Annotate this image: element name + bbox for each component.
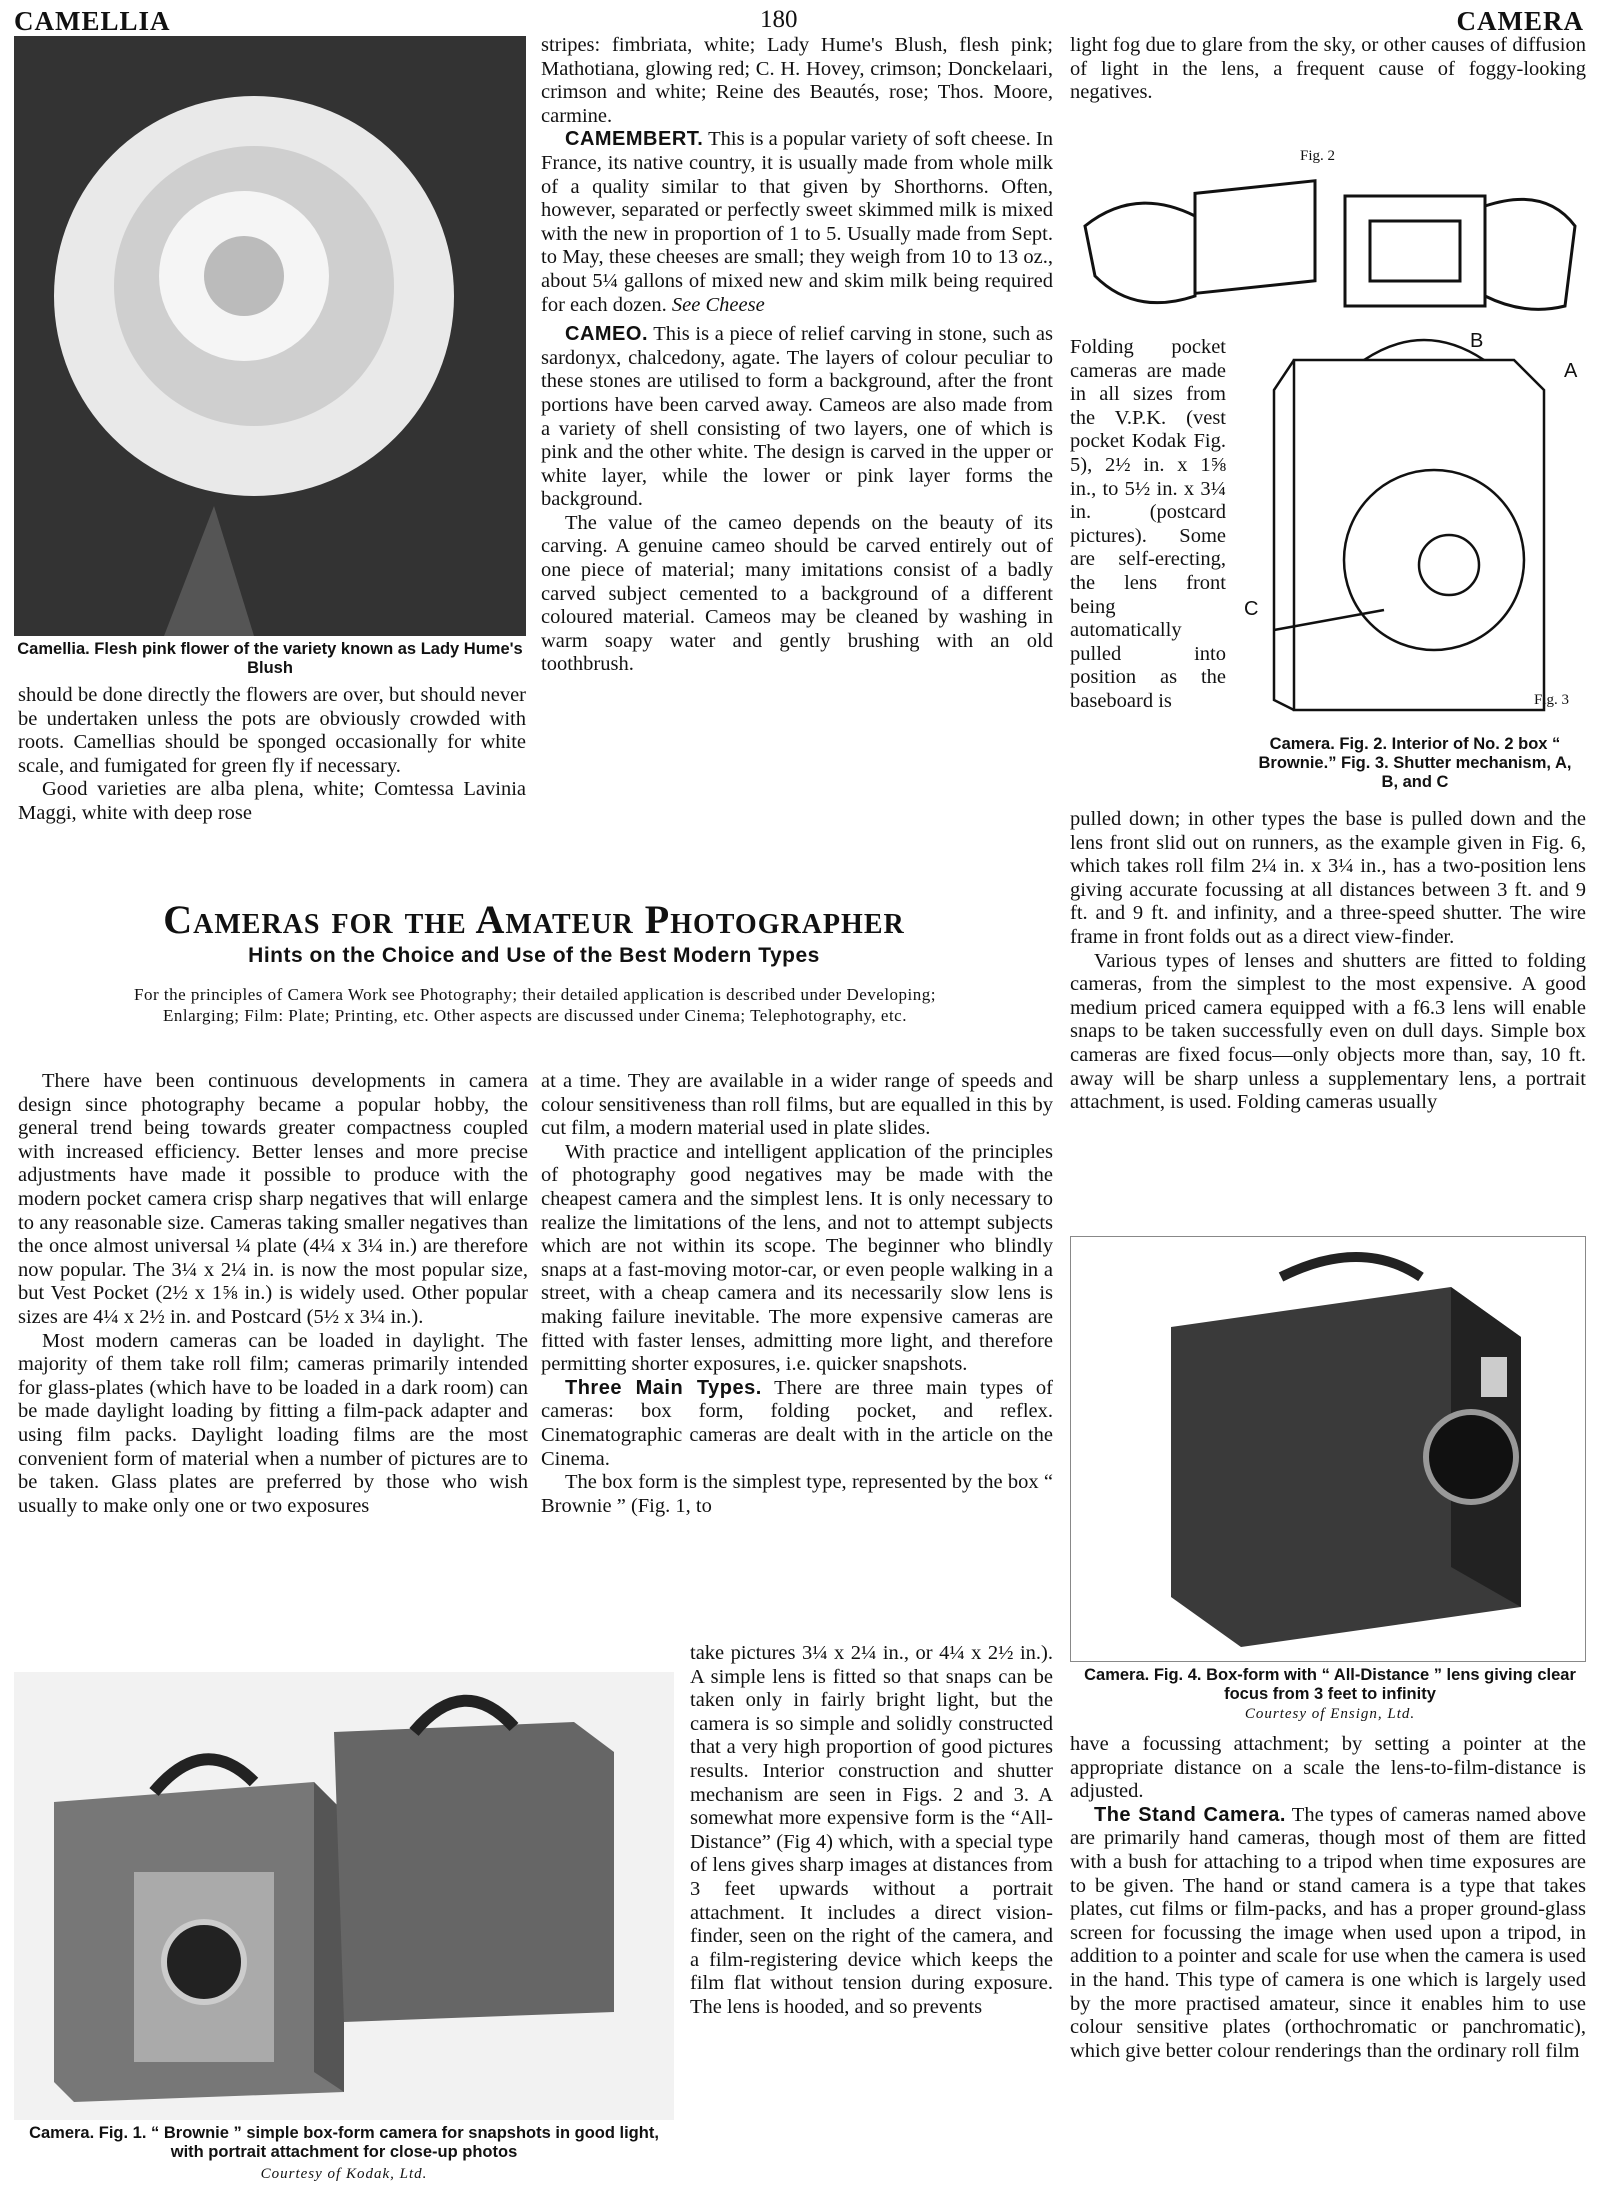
article-intro: For the principles of Camera Work see Photography; their detailed application is described under Developing; Enlarging; Film: Plate; Printing, etc. Other aspects are discussed under Cinema; Telephotography, etc. bbox=[134, 985, 936, 1025]
right-bottom-text bbox=[1070, 1733, 1586, 2203]
paragraph: The value of the cameo depends on the beauty of its carving. A genuine cameo should be carved entirely out of one piece of material; many imitations consist of a badly carved subject cemented to a background of a different coloured material. Cameos may be cleaned by washing in warm soapy water and gently brushing with an old toothbrush. bbox=[541, 511, 1053, 676]
three-main-types-heading: Three Main Types. bbox=[565, 1376, 762, 1399]
paragraph: The box form is the simplest type, represented by the box “ Brownie ” (Fig. 1, to bbox=[541, 1471, 1053, 1517]
cameo-body: This is a piece of relief carving in stone, such as sardonyx, chalcedony, agate. The layers of colour peculiar to these stones are utilised to form a background, after the front portions have been carved away. Cameos are also made from a variety of shell consisting of two layers, one of which is pink and the other white. The design is carved in the upper or white layer, while the lower or pink layer forms the background. bbox=[541, 323, 1053, 511]
fig3-letter-b: B bbox=[1470, 330, 1484, 352]
paragraph: pulled down; in other types the base is pulled down and the lens front slid out on runners, as the example given in Fig. 6, which takes roll film 2¼ in. x 3¼ in., has a two-position lens giving accurate focussing at all distances between 3 ft. and 9 ft. and 9 ft. and infinity, and a three-speed shutter. The wire frame in front folds out as a direct view-finder. bbox=[1070, 808, 1586, 948]
paragraph: Various types of lenses and shutters are fitted to folding cameras, from the simplest to the most expensive. A good medium priced camera equipped with a f6.3 lens will enable snaps to be taken successfully even on dull days. Simple box cameras are fixed focus—only objects more than, say, 10 ft. away will be sharp unless a supplementary lens, a portrait attachment, is used. Folding cameras usually bbox=[1070, 949, 1586, 1114]
middle-narrow-text bbox=[690, 1642, 1053, 2202]
paragraph: Folding pocket cameras are made in all sizes from the V.P.K. (vest pocket Kodak Fig. 5), 2½ in. x 1⅝ in., to 5½ in. x 3¼ in. (postcard pictures). Some are self-erecting, the lens front being automatically pulled into position as the baseboard is bbox=[1070, 336, 1226, 712]
right-mid-text bbox=[1070, 808, 1586, 1220]
running-head-right: CAMERA bbox=[1456, 6, 1584, 36]
paragraph: light fog due to glare from the sky, or other causes of diffusion of light in the lens, a frequent cause of foggy-looking negatives. bbox=[1070, 34, 1586, 104]
fig1-caption: Camera. Fig. 1. “ Brownie ” simple box-form camera for snapshots in good light, with portrait attachment for close-up photos bbox=[29, 2124, 659, 2161]
paragraph: Good varieties are alba plena, white; Comtessa Lavinia Maggi, white with deep rose bbox=[18, 778, 526, 824]
paragraph: take pictures 3¼ x 2¼ in., or 4¼ x 2½ in.). A simple lens is fitted so that snaps can be taken only in fairly bright light, but the camera is so simple and solidly constructed that a very high proportion of good pictures results. Interior construction and shutter mechanism are seen in Figs. 2 and 3. A somewhat more expensive form is the “All-Distance” (Fig 4) which, with a special type of lens gives sharp images at distances from 3 feet upwards without a portrait attachment. It includes a direct vision-finder, seen on the right of the camera, and a film-registering device which keeps the film flat without tension during exposure. The lens is hooded, and so prevents bbox=[690, 1642, 1053, 2018]
fig4-photo bbox=[1070, 1236, 1586, 1662]
paragraph: have a focussing attachment; by setting a pointer at the appropriate distance on a scale the lens-to-film-distance is adjusted. bbox=[1070, 1733, 1586, 1803]
stand-camera-body: The types of cameras named above are primarily hand cameras, though most of them are fitted with a bush for attaching to a tripod when time exposures are to be given. The hand or stand camera is a type that takes plates, cut films or film-packs, and has a proper ground-glass screen for focussing the image when used upon a tripod, in addition to a pointer and scale for use when the camera is used in the hand. This type of camera is one which is largely used by the more practised amateur, since it enables him to use colour sensitive plates (orthochromatic or panchromatic), which give better colour renderings than the ordinary roll film bbox=[1070, 1803, 1586, 2062]
stand-camera-heading: The Stand Camera. bbox=[1094, 1803, 1286, 1826]
fig4-caption: Camera. Fig. 4. Box-form with “ All-Distance ” lens giving clear focus from 3 feet to infinity bbox=[1084, 1666, 1576, 1703]
page-number: 180 bbox=[760, 6, 798, 33]
camembert-body: This is a popular variety of soft cheese. In France, its native country, it is usually made from whole milk of a quality similar to that given by Shorthorns. Often, however, separated or perfectly sweet skimmed milk is mixed with the new in proportion of 1 to 5. Usually made from Sept. to May, these cheeses are small; they weigh from 10 to 13 oz., about 5¼ gallons of mixed new and skim milk being required for each dozen. bbox=[541, 128, 1053, 316]
middle-top-text bbox=[541, 34, 1053, 880]
fig2-drawing bbox=[1075, 166, 1585, 326]
article-subtitle: Hints on the Choice and Use of the Best Modern Types bbox=[248, 944, 820, 967]
camellia-text bbox=[18, 684, 526, 880]
three-main-types-body: There are three main types of cameras: box form, folding pocket, and reflex. Cinematographic cameras are dealt with in the article on the Cinema. bbox=[541, 1376, 1053, 1470]
fig2-label: Fig. 2 bbox=[1300, 148, 1336, 164]
camembert-heading: CAMEMBERT. bbox=[565, 128, 704, 151]
paragraph: stripes: fimbriata, white; Lady Hume's Blush, flesh pink; Mathotiana, glowing red; C. H. Hovey, crimson; Donckelaari, crimson and white; Reine des Beautés, rose; Thos. Moore, carmine. bbox=[541, 34, 1053, 127]
fig1-photo bbox=[14, 1672, 674, 2120]
paragraph: should be done directly the flowers are over, but should never be undertaken unless the pots are obviously crowded with roots. Camellias should be sponged occasionally for white scale, and fumigated for green fly if necessary. bbox=[18, 684, 526, 777]
fig3-letter-a: A bbox=[1564, 360, 1578, 382]
fig3-caption: Camera. Fig. 2. Interior of No. 2 box “ Brownie.” Fig. 3. Shutter mechanism, A, B, and C bbox=[1258, 735, 1572, 791]
paragraph: With practice and intelligent application of the principles of photography good negatives may be made with the cheapest camera and the simplest lens. It is only necessary to realize the limitations of the lens, and not to attempt subjects which are not within its scope. The beginner who blindly snaps at a fast-moving motor-car, or even people walking in a street, with a cheap camera and its necessarily slow lens is making failure inevitable. The more expensive cameras are fitted with faster lenses, admitting more light, and therefore permitting shorter exposures, i.e. quicker snapshots. bbox=[541, 1140, 1053, 1376]
folding-text bbox=[1070, 336, 1226, 726]
camellia-flower-image bbox=[14, 36, 526, 636]
article-title: Cameras for the Amateur Photographer bbox=[163, 897, 905, 942]
middle-article-text bbox=[541, 1070, 1053, 1642]
fig3-letter-c: C bbox=[1244, 598, 1259, 620]
paragraph: Most modern cameras can be loaded in daylight. The majority of them take roll film; cameras primarily intended for glass-plates (which have to be loaded in a dark room) can be made daylight loading by fitting a film-pack adapter and using film packs. Daylight loading films are the most convenient form of material when a number of pictures are to be taken. Glass plates are preferred by those who wish usually to make only one or two exposures bbox=[18, 1329, 528, 1517]
left-article-text bbox=[18, 1070, 528, 1665]
paragraph: at a time. They are available in a wider range of speeds and colour sensitiveness than roll films, but are equalled in this by cut film, a modern material used in plate slides. bbox=[541, 1070, 1053, 1140]
fig3-label: Fig. 3 bbox=[1534, 692, 1570, 708]
camellia-photo bbox=[14, 36, 526, 636]
cameo-heading: CAMEO. bbox=[565, 323, 648, 346]
see-cheese-link: See Cheese bbox=[671, 293, 765, 316]
fig4-credit: Courtesy of Ensign, Ltd. bbox=[1244, 1706, 1416, 1722]
running-head-left: CAMELLIA bbox=[14, 6, 171, 36]
fig3-drawing bbox=[1234, 330, 1588, 720]
camellia-caption: Camellia. Flesh pink flower of the variety known as Lady Hume's Blush bbox=[17, 640, 523, 677]
right-top-text bbox=[1070, 34, 1586, 142]
paragraph: There have been continuous developments in camera design since photography became a popular hobby, the general trend being towards greater compactness coupled with increased efficiency. Better lenses and more precise adjustments have made it possible to produce with the modern pocket camera crisp sharp negatives that will enlarge to any reasonable size. Cameras taking smaller negatives than the once almost universal ¼ plate (4¼ x 3¼ in.) are therefore now popular. The 3¼ x 2¼ in. is now the most popular size, but Vest Pocket (2½ x 1⅝ in.) is widely used. Other popular sizes are 4¼ x 2½ in. and Postcard (5½ x 3¼ in.). bbox=[18, 1070, 528, 1328]
fig1-credit: Courtesy of Kodak, Ltd. bbox=[260, 2166, 428, 2182]
